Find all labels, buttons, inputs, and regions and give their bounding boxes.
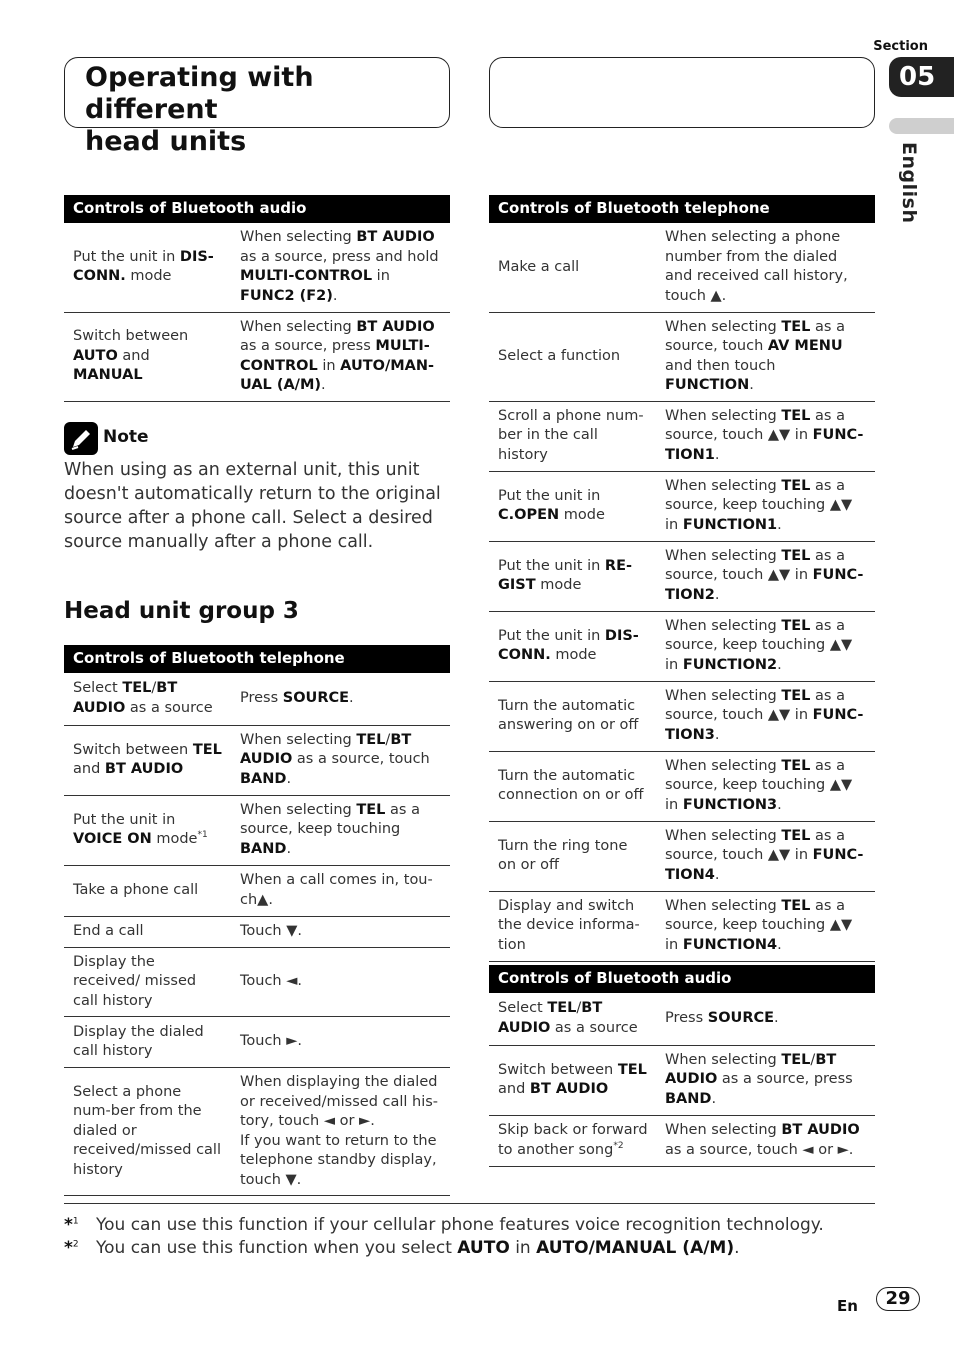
footnote-1: *$^1$ You can use this function if your cellular phone features voice recognition technology.: [64, 1215, 824, 1235]
table-row: Display and switch the device informa-tion When selecting TEL as a source, keep touching ▲▼ in FUNCTION4.: [489, 891, 875, 961]
table-row: Turn the ring tone on or off When selecting TEL as a source, touch ▲▼ in FUNC-TION4.: [489, 821, 875, 891]
table-row: Make a call When selecting a phone number from the dialed and received call history, touch ▲.: [489, 223, 875, 312]
gray-tab: [889, 118, 954, 134]
table-row: Switch between AUTO and MANUAL When selecting BT AUDIO as a source, press MULTI-CONTROL in AUTO/MAN-UAL (A/M).: [64, 312, 450, 401]
table-row: Switch between TEL and BT AUDIO When selecting TEL/BT AUDIO as a source, press BAND.: [489, 1045, 875, 1115]
left-bt-audio-table: [64, 195, 450, 402]
title-box: [64, 57, 450, 157]
blank-title-box: [489, 57, 875, 128]
note-label: Note: [103, 427, 149, 447]
table-heading: Controls of Bluetooth telephone: [489, 195, 875, 223]
table-heading: Controls of Bluetooth audio: [489, 965, 875, 993]
table-row: Put the unit in DIS-CONN. mode When selecting BT AUDIO as a source, press and hold MULTI-CONTROL in FUNC2 (F2).: [64, 223, 450, 312]
footnote-divider: [64, 1203, 875, 1204]
footnote-2: *$^2$ You can use this function when you select AUTO in AUTO/MANUAL (A/M).: [64, 1238, 740, 1258]
table-heading: Controls of Bluetooth telephone: [64, 645, 450, 673]
right-tel-table: [489, 195, 875, 962]
table-row: Take a phone call When a call comes in, tou-ch▲.: [64, 865, 450, 916]
table-row: Put the unit in DIS-CONN. mode When selecting TEL as a source, keep touching ▲▼ in FUNCTION2.: [489, 611, 875, 681]
note-text: When using as an external unit, this unit doesn't automatically return to the original source after a phone call. Select a desired source manually after a phone call.: [64, 460, 441, 552]
table-row: Select TEL/BT AUDIO as a source Press SOURCE.: [489, 993, 875, 1045]
table-row: Skip back or forward to another song$^{*2}$ When selecting BT AUDIO as a source, touch ◄ or ►.: [489, 1115, 875, 1166]
table-row: Switch between TEL and BT AUDIO When selecting TEL/BT AUDIO as a source, touch BAND.: [64, 725, 450, 795]
table-row: Put the unit in RE-GIST mode When selecting TEL as a source, touch ▲▼ in FUNC-TION2.: [489, 541, 875, 611]
table-row: Turn the automatic answering on or off When selecting TEL as a source, touch ▲▼ in FUNC-TION3.: [489, 681, 875, 751]
group-heading: Head unit group 3: [64, 598, 299, 624]
table-row: Scroll a phone num-ber in the call history When selecting TEL as a source, touch ▲▼ in FUNC-TION1.: [489, 401, 875, 471]
language-code: En: [837, 1297, 858, 1315]
table-row: Select TEL/BT AUDIO as a source Press SOURCE.: [64, 673, 450, 725]
group3-tel-table: [64, 645, 450, 1196]
table-row: Display the received/ missed call history Touch ◄.: [64, 947, 450, 1017]
table-row: Put the unit in VOICE ON mode$^{*1}$ When selecting TEL as a source, keep touching BAND.: [64, 795, 450, 865]
table-heading: Controls of Bluetooth audio: [64, 195, 450, 223]
note-pencil-icon: [64, 422, 98, 455]
right-bt-audio-table: [489, 965, 875, 1167]
language-label: English: [898, 142, 920, 224]
table-row: Select a function When selecting TEL as a source, touch AV MENU and then touch FUNCTION.: [489, 312, 875, 401]
table-row: Select a phone num-ber from the dialed or received/missed call history When displaying the dialed or received/missed call his-tory, touch ◄ or ►. If you want to return to the telephone standby display, touch ▼.: [64, 1068, 450, 1196]
table-row: Display the dialed call history Touch ►.: [64, 1017, 450, 1068]
section-number-tab: 05: [889, 57, 954, 97]
table-row: End a call Touch ▼.: [64, 916, 450, 947]
table-row: Put the unit in C.OPEN mode When selecting TEL as a source, keep touching ▲▼ in FUNCTION1.: [489, 471, 875, 541]
page-number: 29: [876, 1287, 920, 1311]
section-label: Section: [873, 39, 928, 54]
page-title: Operating with different head units: [85, 62, 314, 157]
table-row: Turn the automatic connection on or off When selecting TEL as a source, keep touching ▲▼ in FUNCTION3.: [489, 751, 875, 821]
